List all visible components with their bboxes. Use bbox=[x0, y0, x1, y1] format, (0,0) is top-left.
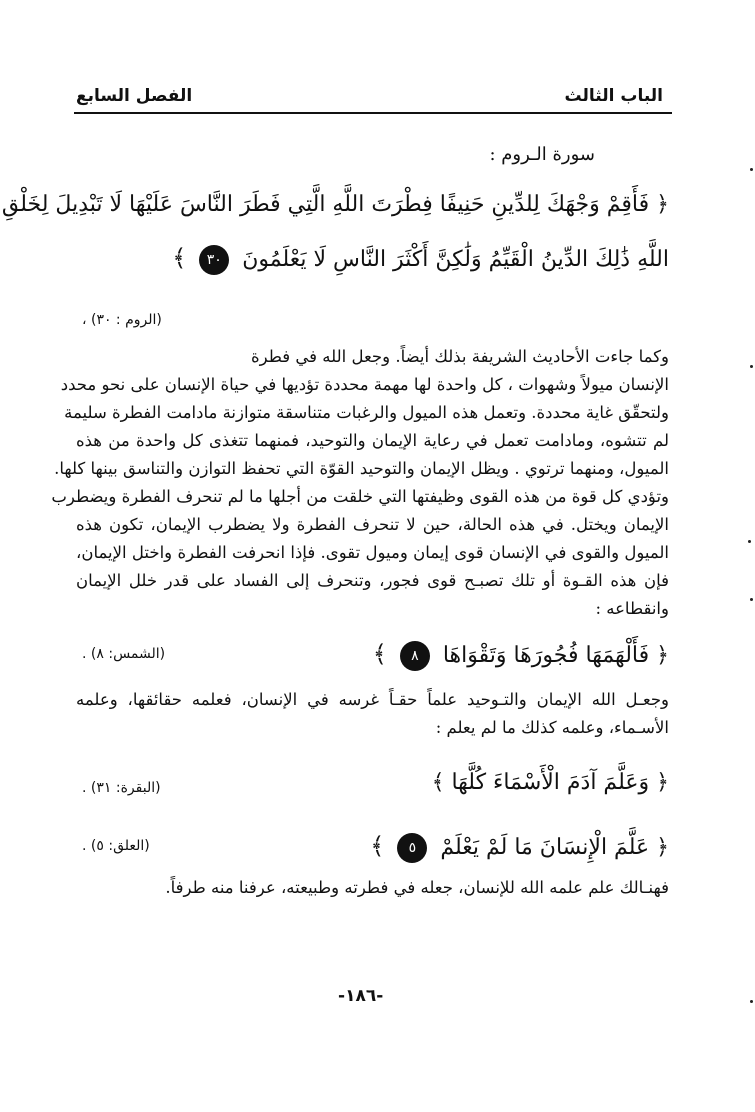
chapter-header: الباب الثالث bbox=[564, 86, 663, 106]
paragraph-1-line-8: الميول والقوى في الإنسان قوى إيمان وميول تقوى. فإذا انحرفت الفطرة واختل الإيمان، bbox=[76, 543, 669, 562]
paragraph-1-line-10: وانقطاعه : bbox=[595, 599, 669, 618]
paragraph-1-line-9: فإن هذه القـوة أو تلك تصبـح قوى فجور، وتنحرف إلى الفساد على قدر خلل الإيمان bbox=[76, 571, 669, 590]
scan-mark bbox=[750, 1000, 753, 1003]
verse-3 bbox=[432, 770, 669, 795]
closing-bracket: ﴾ bbox=[370, 832, 385, 860]
scan-mark bbox=[750, 168, 753, 171]
verse-2-text: ﴿ فَأَلْهَمَهَا فُجُورَهَا وَتَقْوَاهَا bbox=[442, 643, 669, 668]
verse-1-line-2 bbox=[172, 244, 669, 275]
scan-mark bbox=[748, 540, 751, 543]
paragraph-1-line-6: وتؤدي كل قوة من هذه القوى وظيفتها التي خلقت من أجلها ما لم تنحرف الفطرة ويضطرب bbox=[51, 487, 669, 506]
verse-2 bbox=[373, 640, 669, 671]
paragraph-1-line-5: الميول، ومنهما ترتوي . ويظل الإيمان والتوحيد القوّة التي تحفظ التوازن والتناسق بينها كلها. bbox=[54, 459, 669, 478]
paragraph-2-line-2: الأسـماء، وعلمه كذلك ما لم يعلم : bbox=[435, 718, 669, 737]
surah-title: سورة الـروم : bbox=[489, 144, 595, 165]
paragraph-1-line-1: وكما جاءت الأحاديث الشريفة بذلك أيضاً. وجعل الله في فطرة bbox=[251, 347, 669, 366]
paragraph-1-line-7: الإيمان ويختل. في هذه الحالة، حين لا تنحرف الفطرة ولا يضطرب الإيمان، تكون هذه bbox=[76, 515, 669, 534]
verse-3-reference: (البقرة: ٣١) . bbox=[82, 780, 161, 796]
paragraph-3: فهنـالك علم علمه الله للإنسان، جعله في فطرته وطبيعته، عرفنا منه طرفاً. bbox=[165, 878, 669, 897]
page-number: -١٨٦- bbox=[338, 986, 384, 1006]
verse-1-reference: (الروم : ٣٠) ، bbox=[82, 312, 162, 328]
section-header: الفصل السابع bbox=[76, 86, 193, 106]
scan-mark bbox=[750, 598, 753, 601]
verse-3-text: ﴿ وَعَلَّمَ آدَمَ الْأَسْمَاءَ كُلَّهَا ﴾ bbox=[431, 770, 669, 795]
paragraph-1-line-3: ولتحقّق غاية محددة. وتعمل هذه الميول والرغبات متناسقة متوازنة مادامت الفطرة سليمة bbox=[64, 403, 669, 422]
ayah-number-5: ٥ bbox=[397, 833, 427, 863]
verse-1-line-1 bbox=[2, 192, 669, 217]
ayah-number-30: ٣٠ bbox=[199, 245, 229, 275]
ayah-number-8: ٨ bbox=[400, 641, 430, 671]
verse-1-line-1-text: ﴿ فَأَقِمْ وَجْهَكَ لِلدِّينِ حَنِيفًا فِطْرَتَ اللَّهِ الَّتِي فَطَرَ النَّاسَ عَلَيْهَا لَا تَبْدِيلَ لِخَلْقِ bbox=[1, 192, 669, 217]
closing-bracket: ﴾ bbox=[172, 244, 187, 272]
scan-mark bbox=[750, 365, 753, 368]
verse-1-line-2-text: اللَّهِ ذَٰلِكَ الدِّينُ الْقَيِّمُ وَلَٰكِنَّ أَكْثَرَ النَّاسِ لَا يَعْلَمُونَ bbox=[242, 247, 669, 272]
verse-4-reference: (العلق: ٥) . bbox=[82, 838, 150, 854]
header-rule bbox=[74, 112, 672, 114]
paragraph-1-line-4: لم تتشوه، ومادامت تعمل في رعاية الإيمان والتوحيد، فمنهما تتغذى كل واحدة من هذه bbox=[76, 431, 669, 450]
paragraph-2-line-1: وجعـل الله الإيمان والتـوحيد علماً حقـاً غرسه في الإنسان، فعلمه حقائقها، وعلمه bbox=[76, 690, 669, 709]
closing-bracket: ﴾ bbox=[372, 640, 387, 668]
verse-4-text: ﴿ عَلَّمَ الْإِنسَانَ مَا لَمْ يَعْلَمْ bbox=[440, 835, 669, 860]
paragraph-1-line-2: الإنسان ميولاً وشهوات ، كل واحدة لها مهمة محددة تؤديها في حياة الإنسان على نحو محدد bbox=[60, 375, 669, 394]
verse-4 bbox=[370, 832, 669, 863]
verse-2-reference: (الشمس: ٨) . bbox=[82, 646, 166, 662]
